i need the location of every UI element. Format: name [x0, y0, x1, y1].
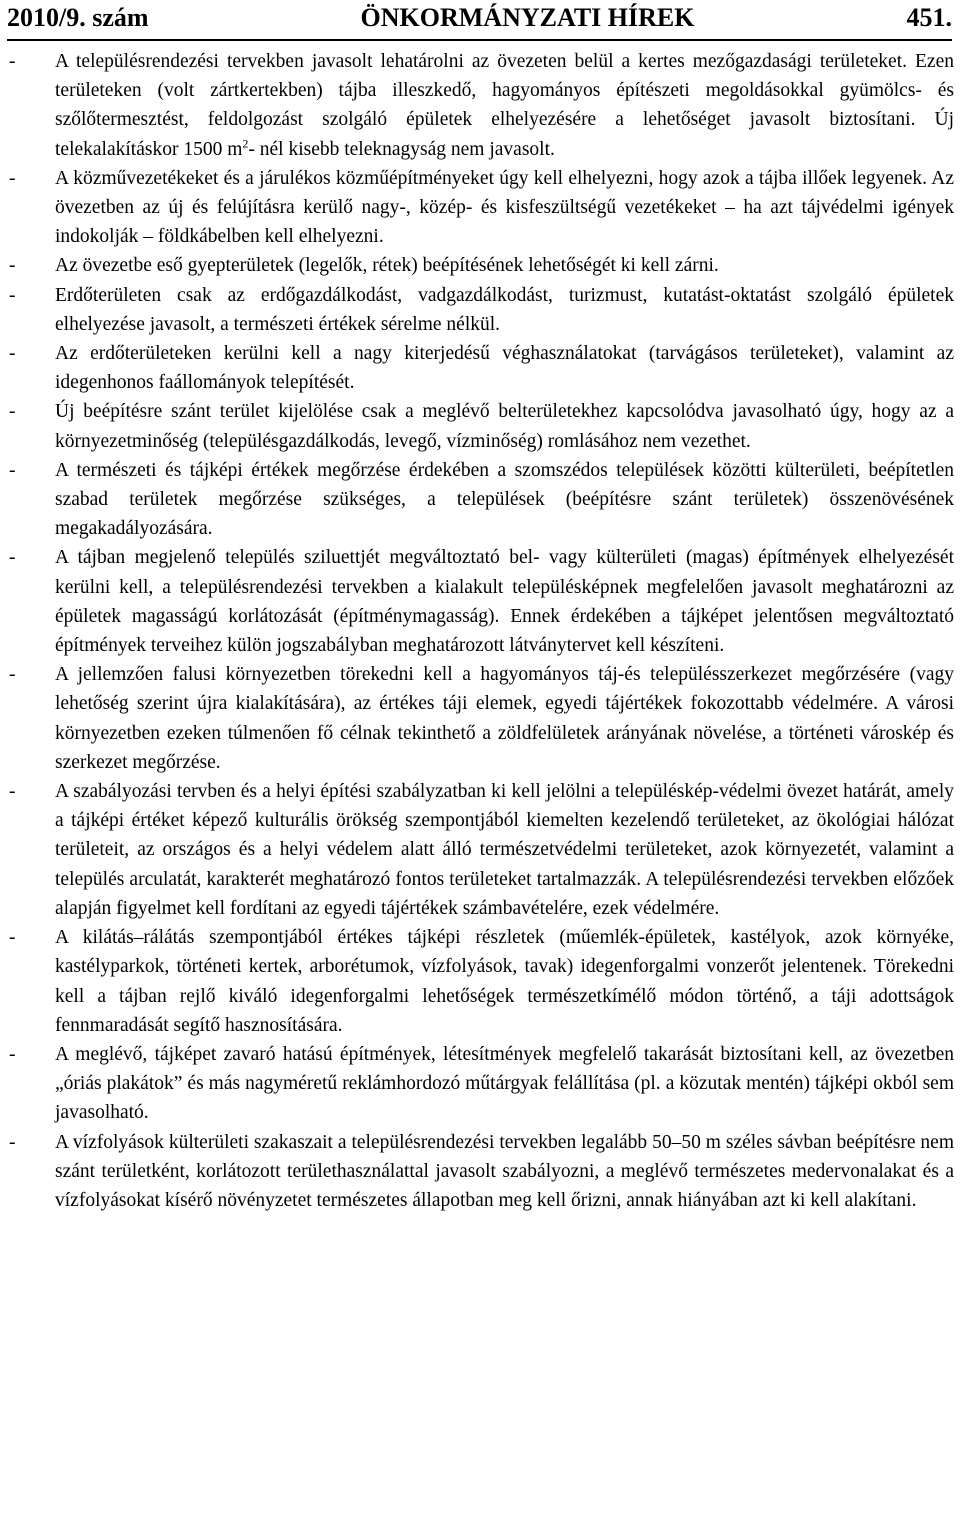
list-item [9, 47, 954, 164]
item-text: A vízfolyások külterületi szakaszait a településrendezési tervekben legalább 50–50 m széles sávban beépítésre nem szánt területként, korlátozott területhasználattal javasolt szabályozni, a meglévő természetes medervonalakat és a vízfolyásokat kísérő növényzetet természetes állapotban meg kell őrizni, annak hiányában azt ki kell alakítani. [55, 1131, 954, 1211]
item-text-continued: - nél kisebb teleknagyság nem javasolt. [248, 138, 555, 160]
list-item [9, 164, 954, 252]
item-text: Erdőterületen csak az erdőgazdálkodást, vadgazdálkodást, turizmust, kutatást-oktatást szolgáló épületek elhelyezése javasolt, a természeti értékek sérelme nélkül. [55, 284, 954, 335]
list-item [9, 777, 954, 923]
item-text: A településrendezési tervekben javasolt lehatárolni az övezeten belül a kertes mezőgazdasági területeket. Ezen területeken (volt zártkertekben) tájba illeszkedő, hagyományos építészeti megoldásokkal gyümölcs- és szőlőtermesztést, feldolgozást szolgáló épületek elhelyezésére a lehetőséget javasolt biztosítani. Új telekalakításkor 1500 m [55, 51, 954, 160]
list-item [9, 1128, 954, 1216]
bullet-dash: - [9, 459, 16, 481]
bullet-dash: - [9, 284, 16, 306]
item-text: A szabályozási tervben és a helyi építési szabályzatban ki kell jelölni a településkép-védelmi övezet határát, amely a tájképi értéket képező kulturális örökség szempontjából kiemelten kezelendő területeket, az ökológiai hálózat területeit, az országos és a helyi védelem alatt álló természetvédelmi területeket, azok környezetét, valamint a település arculatát, karakterét meghatározó fontos területeket tartalmazzák. A településrendezési tervekben előzőek alapján figyelmet kell fordítani az egyedi tájértékek számbavételére, ezek védelmére. [55, 781, 954, 919]
bullet-dash: - [9, 167, 16, 189]
bullet-dash: - [9, 51, 16, 72]
superscript: 2 [242, 136, 249, 151]
list-item [9, 660, 954, 777]
bullet-dash: - [9, 547, 16, 569]
page-header [7, 3, 952, 41]
regulation-list [9, 47, 954, 1215]
item-text: A kilátás–rálátás szempontjából értékes tájképi részletek (műemlék-épületek, kastélyok, azok környéke, kastélyparkok, történeti kertek, arborétumok, vízfolyások, tavak) idegenforgalmi vonzerőt jelentenek. Törekedni kell a tájban rejlő kiváló idegenforgalmi lehetőségek természetkímélő módon történő, a táji adottságok fennmaradását segítő hasznosítására. [55, 927, 954, 1036]
publication-title: ÖNKORMÁNYZATI HÍREK [360, 3, 695, 32]
item-text: Az erdőterületeken kerülni kell a nagy kiterjedésű véghasználatokat (tarvágásos területeket), valamint az idegenhonos faállományok telepítését. [55, 343, 954, 394]
list-item [9, 1040, 954, 1128]
item-text: Új beépítésre szánt terület kijelölése csak a meglévő belterületekhez kapcsolódva javasolható úgy, hogy az a környezetminőség (településgazdálkodás, levegő, vízminőség) romlásához nem vezethet. [55, 401, 954, 452]
list-item [9, 923, 954, 1040]
list-item [9, 397, 954, 455]
item-text: Az övezetbe eső gyepterületek (legelők, rétek) beépítésének lehetőségét ki kell zárni. [55, 255, 719, 277]
bullet-dash: - [9, 255, 16, 277]
bullet-dash: - [9, 401, 16, 423]
item-text: A közművezetékeket és a járulékos közműépítményeket úgy kell elhelyezni, hogy azok a tájba illőek legyenek. Az övezetben az új és felújításra kerülő nagy-, közép- és kisfeszültségű vezetékeket – ha azt tájvédelmi igények indokolják – földkábelben kell elhelyezni. [55, 167, 954, 248]
list-item [9, 543, 954, 660]
item-text: A jellemzően falusi környezetben törekedni kell a hagyományos táj-és településszerkezet megőrzésére (vagy lehetőség szerint újra kialakítására), az értékes táji elemek, egyedi tájértékek fokozottabb védelmére. A városi környezetben ezeken túlmenően fő célnak tekinthető a zöldfelületek arányának növelése, a történeti városkép és szerkezet megőrzése. [55, 664, 954, 773]
item-text: A meglévő, tájképet zavaró hatású építmények, létesítmények megfelelő takarását biztosítani kell, az övezetben „óriás plakátok” és más nagyméretű reklámhordozó műtárgyak felállítása (pl. a közutak mentén) tájképi okból sem javasolható. [55, 1043, 954, 1124]
list-item [9, 456, 954, 544]
item-text: A tájban megjelenő település sziluettjét megváltoztató bel- vagy külterületi (magas) építmények elhelyezését kerülni kell, a településrendezési tervekben a kialakult településképnek megfelelően javasolt meghatározni az épületek magasságú korlátozását (építménymagasság). Ennek érdekében a tájképet jelentősen megváltoztató építmények terveihez külön jogszabályban meghatározott látványtervet kell készíteni. [55, 547, 954, 657]
bullet-dash: - [9, 343, 16, 365]
list-item [9, 339, 954, 397]
bullet-dash: - [9, 664, 16, 686]
bullet-dash: - [9, 927, 16, 949]
page-number: 451. [906, 3, 952, 32]
issue-number: 2010/9. szám [7, 3, 149, 32]
list-item [9, 281, 954, 339]
bullet-dash: - [9, 781, 16, 803]
list-item [9, 251, 954, 280]
item-text: A természeti és tájképi értékek megőrzése érdekében a szomszédos települések közötti külterületi, beépítetlen szabad területek megőrzése szükséges, a települések (beépítésre szánt területek) összenövésének megakadályozására. [55, 459, 954, 540]
bullet-dash: - [9, 1131, 16, 1153]
bullet-dash: - [9, 1043, 16, 1065]
